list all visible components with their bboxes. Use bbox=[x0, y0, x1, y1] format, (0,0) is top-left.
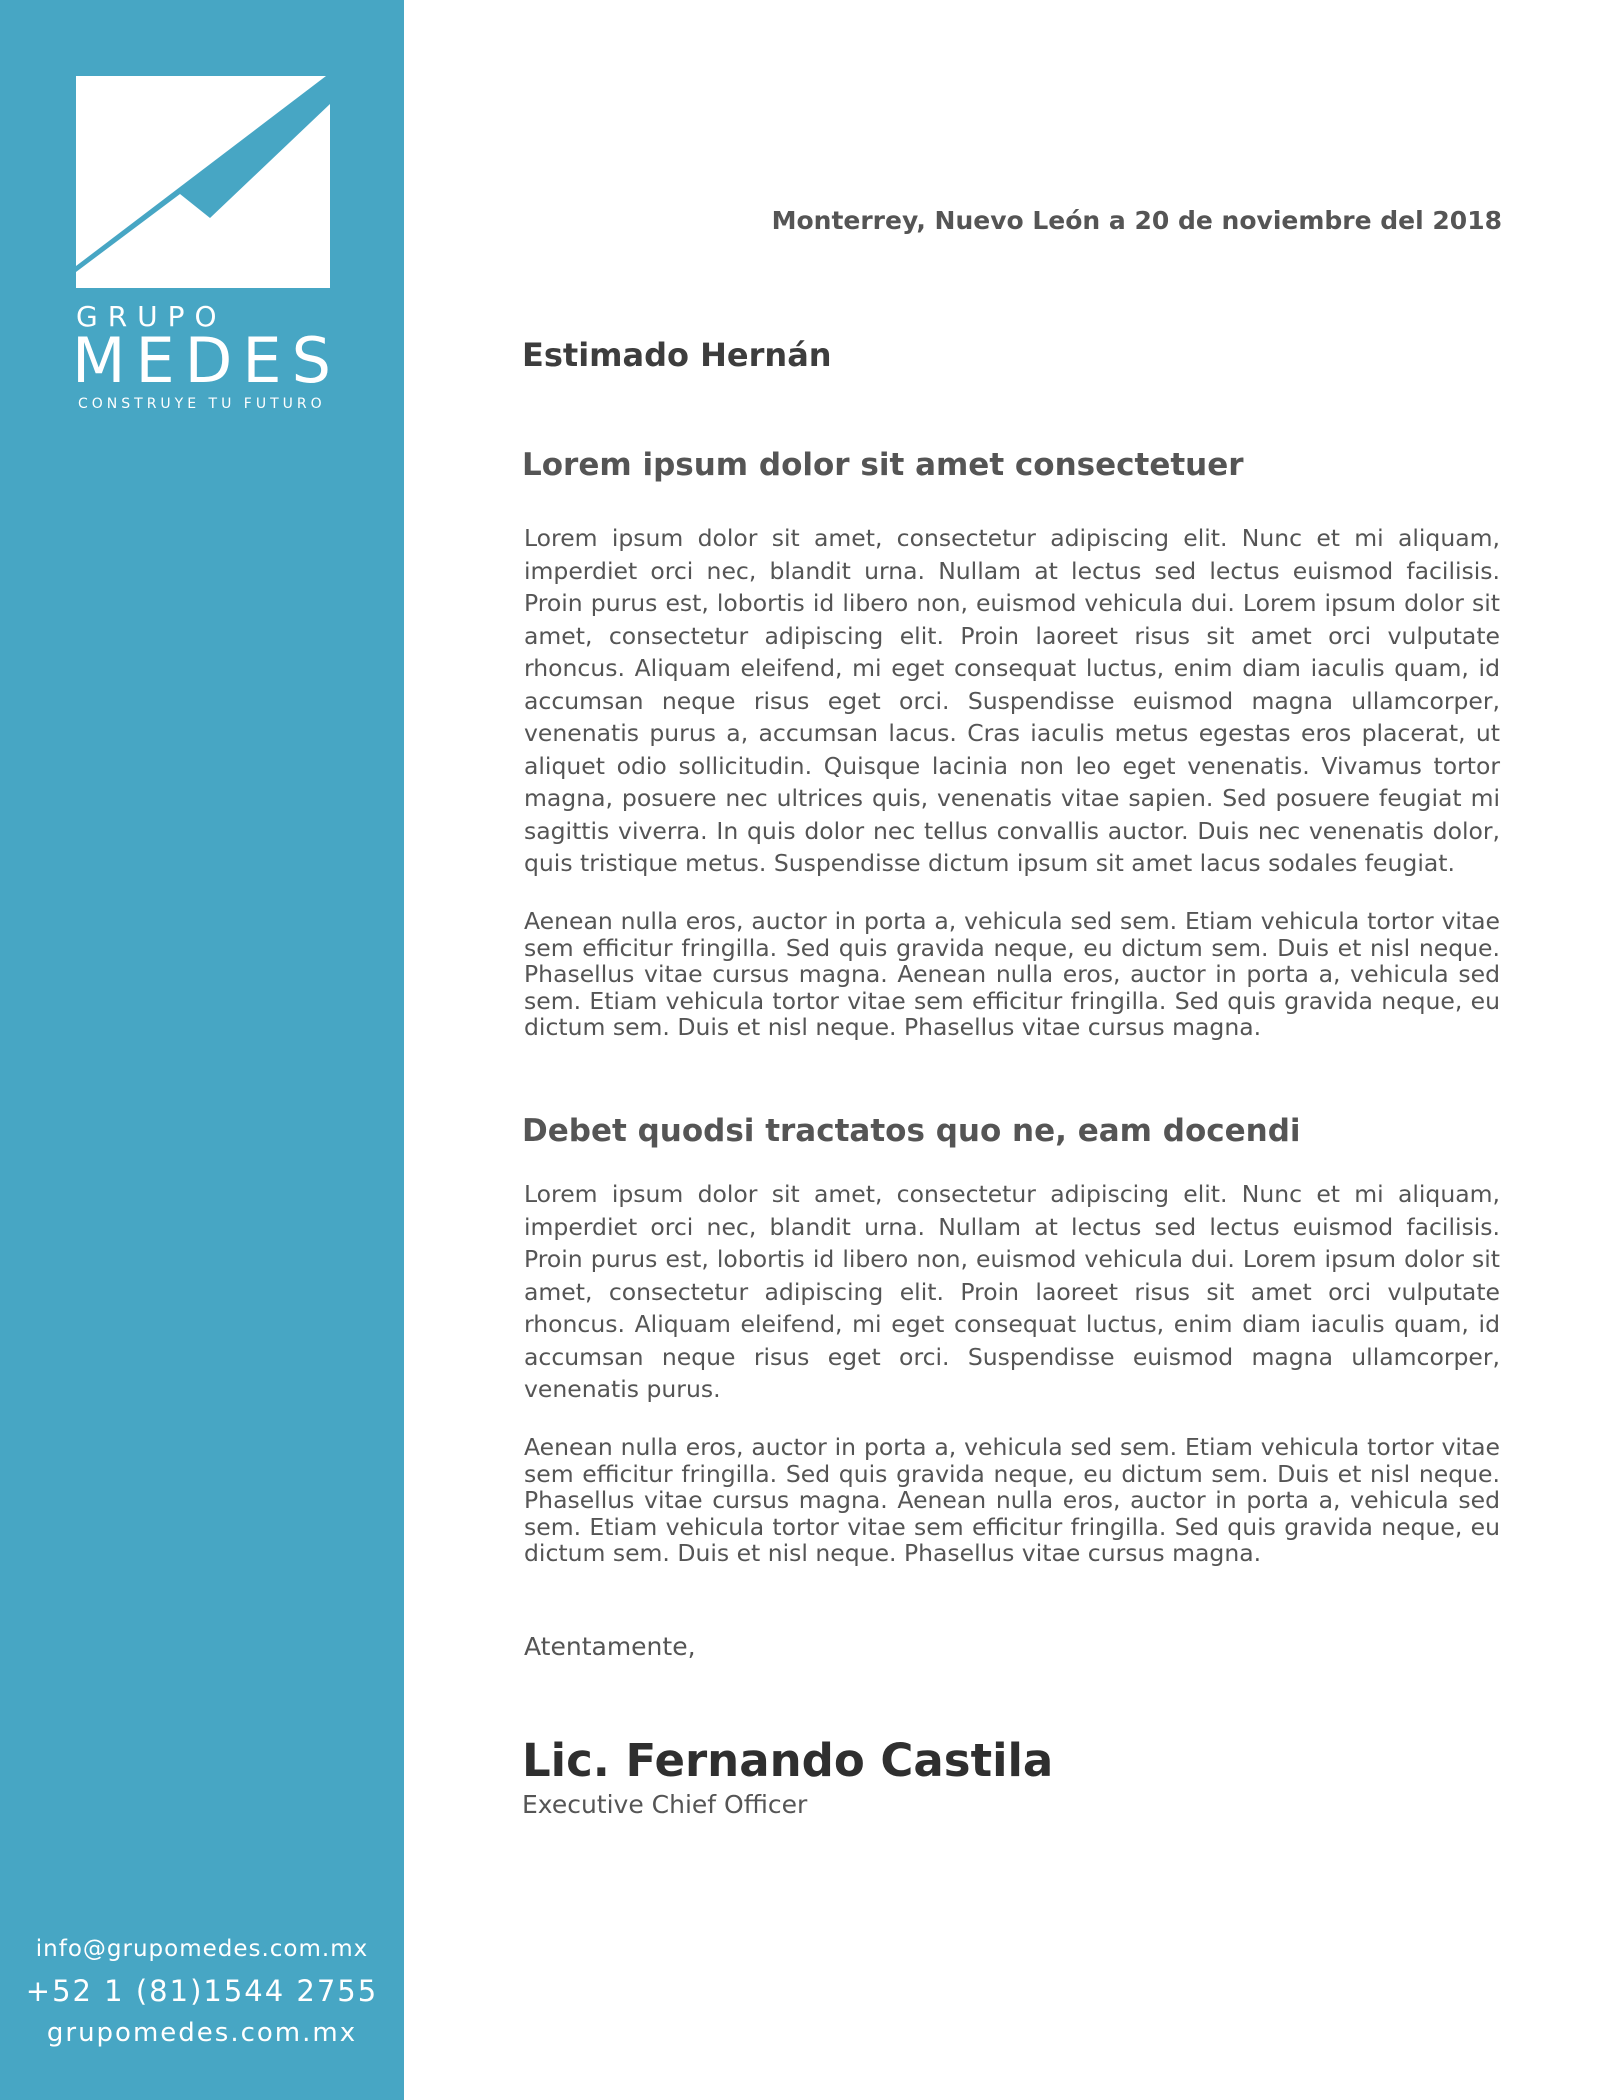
contact-phone[interactable]: +52 1 (81)1544 2755 bbox=[25, 1974, 379, 2008]
section-heading-2: Debet quodsi tractatos quo ne, eam docendi bbox=[522, 1113, 1301, 1149]
rising-chart-icon bbox=[76, 76, 330, 288]
brand-tagline: CONSTRUYE TU FUTURO bbox=[78, 396, 326, 412]
contact-email[interactable]: info@grupomedes.com.mx bbox=[35, 1936, 369, 1962]
section-1-paragraph-2: Aenean nulla eros, auctor in porta a, vehicula sed sem. Etiam vehicula tortor vitae sem efficitur fringilla. Sed quis gravida neque, eu dictum sem. Duis et nisl neque. Phasellus vitae cursus magna. Aenean nulla eros, auctor in porta a, vehicula sed sem. Etiam vehicula tortor vitae sem efficitur fringilla. Sed quis gravida neque, eu dictum sem. Duis et nisl neque. Phasellus vitae cursus magna. bbox=[524, 907, 1500, 1041]
section-1-paragraph-1: Lorem ipsum dolor sit amet, consectetur adipiscing elit. Nunc et mi aliquam, imperdiet orci nec, blandit urna. Nullam at lectus sed lectus euismod facilisis. Proin purus est, lobortis id libero non, euismod vehicula dui. Lorem ipsum dolor sit amet, consectetur adipiscing elit. Proin laoreet risus sit amet orci vulputate rhoncus. Aliquam eleifend, mi eget consequat luctus, enim diam iaculis quam, id accumsan neque risus eget orci. Suspendisse euismod magna ullamcorper, venenatis purus a, accumsan lacus. Cras iaculis metus egestas eros placerat, ut aliquet odio sollicitudin. Quisque lacinia non leo eget venenatis. Vivamus tortor magna, posuere nec ultrices quis, venenatis vitae sapien. Sed posuere feugiat mi sagittis viverra. In quis dolor nec tellus convallis auctor. Duis nec venenatis dolor, quis tristique metus. Suspendisse dictum ipsum sit amet lacus sodales feugiat. bbox=[524, 524, 1500, 877]
contact-website[interactable]: grupomedes.com.mx bbox=[46, 2018, 358, 2048]
section-heading-1: Lorem ipsum dolor sit amet consectetuer bbox=[522, 447, 1244, 483]
signature-title: Executive Chief Officer bbox=[522, 1790, 808, 1819]
signature-name: Lic. Fernando Castila bbox=[522, 1734, 1054, 1787]
sidebar bbox=[0, 0, 404, 2100]
section-2-paragraph-1: Lorem ipsum dolor sit amet, consectetur adipiscing elit. Nunc et mi aliquam, imperdiet orci nec, blandit urna. Nullam at lectus sed lectus euismod facilisis. Proin purus est, lobortis id libero non, euismod vehicula dui. Lorem ipsum dolor sit amet, consectetur adipiscing elit. Proin laoreet risus sit amet orci vulputate rhoncus. Aliquam eleifend, mi eget consequat luctus, enim diam iaculis quam, id accumsan neque risus eget orci. Suspendisse euismod magna ullamcorper, venenatis purus. bbox=[524, 1180, 1500, 1403]
brand-top-text: GRUPO bbox=[76, 300, 227, 333]
letter-date: Monterrey, Nuevo León a 20 de noviembre del 2018 bbox=[771, 206, 1502, 235]
letter-greeting: Estimado Hernán bbox=[522, 336, 832, 374]
letter-closing: Atentamente, bbox=[524, 1632, 696, 1661]
section-2-paragraph-2: Aenean nulla eros, auctor in porta a, vehicula sed sem. Etiam vehicula tortor vitae sem efficitur fringilla. Sed quis gravida neque, eu dictum sem. Duis et nisl neque. Phasellus vitae cursus magna. Aenean nulla eros, auctor in porta a, vehicula sed sem. Etiam vehicula tortor vitae sem efficitur fringilla. Sed quis gravida neque, eu dictum sem. Duis et nisl neque. Phasellus vitae cursus magna. bbox=[524, 1433, 1500, 1567]
brand-main-text: MEDES bbox=[72, 324, 341, 397]
